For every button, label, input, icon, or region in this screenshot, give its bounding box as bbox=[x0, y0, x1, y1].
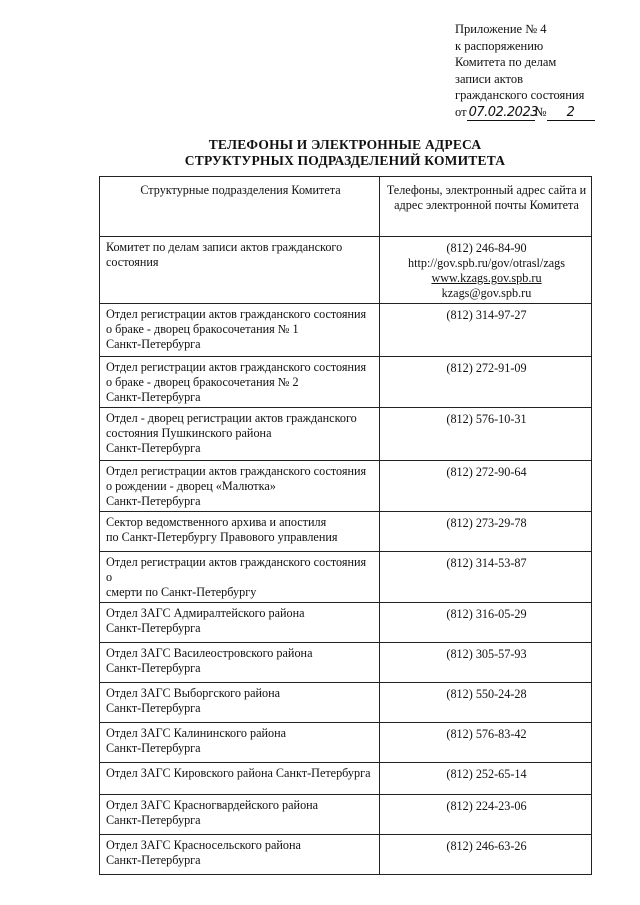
department-contacts bbox=[380, 512, 592, 552]
table-row bbox=[100, 723, 592, 763]
table-row bbox=[100, 304, 592, 357]
annex-line: к распоряжению bbox=[455, 38, 544, 53]
department-name-line: Санкт-Петербурга bbox=[106, 337, 201, 351]
department-contacts bbox=[380, 461, 592, 512]
department-name bbox=[100, 408, 380, 461]
table-row bbox=[100, 683, 592, 723]
department-contacts bbox=[380, 643, 592, 683]
department-name-line: Санкт-Петербурга bbox=[106, 661, 201, 675]
department-name-line: смерти по Санкт-Петербургу bbox=[106, 585, 257, 599]
department-name-line: Санкт-Петербурга bbox=[106, 853, 201, 867]
department-name-line: Отдел регистрации актов гражданского состояния о bbox=[106, 555, 367, 584]
department-name bbox=[100, 835, 380, 875]
header-contacts: Телефоны, электронный адрес сайта и адрес электронной почты Комитета bbox=[380, 177, 592, 237]
order-reference bbox=[455, 104, 635, 121]
department-name-line: Санкт-Петербурга bbox=[106, 494, 201, 508]
table-row bbox=[100, 643, 592, 683]
department-name-line: Отдел - дворец регистрации актов гражданского bbox=[106, 411, 357, 425]
department-name-line: по Санкт-Петербургу Правового управления bbox=[106, 530, 338, 544]
department-contacts bbox=[380, 835, 592, 875]
department-name bbox=[100, 304, 380, 357]
department-contacts bbox=[380, 763, 592, 795]
department-name bbox=[100, 461, 380, 512]
title-line: СТРУКТУРНЫХ ПОДРАЗДЕЛЕНИЙ КОМИТЕТА bbox=[184, 152, 506, 168]
department-name-line: состояния Пушкинского района bbox=[106, 426, 272, 440]
number-label: № bbox=[534, 104, 547, 119]
contacts-table bbox=[99, 176, 592, 875]
department-name-line: Санкт-Петербурга bbox=[106, 441, 201, 455]
department-name-line: Отдел регистрации актов гражданского состояния bbox=[106, 360, 367, 374]
contact-phone: (812) 314-97-27 bbox=[446, 308, 527, 322]
from-label: от bbox=[455, 104, 467, 119]
department-name bbox=[100, 512, 380, 552]
contact-phone: (812) 314-53-87 bbox=[446, 556, 527, 570]
department-name bbox=[100, 763, 380, 795]
contact-phone: (812) 316-05-29 bbox=[446, 607, 527, 621]
department-name-line: Комитет по делам записи актов гражданского bbox=[106, 240, 343, 254]
department-contacts bbox=[380, 795, 592, 835]
table-row bbox=[100, 357, 592, 408]
department-contacts bbox=[380, 304, 592, 357]
contact-phone: (812) 246-84-90 bbox=[446, 241, 527, 255]
department-name bbox=[100, 643, 380, 683]
annex-line: записи актов bbox=[455, 71, 523, 86]
table-row bbox=[100, 603, 592, 643]
title-line: ТЕЛЕФОНЫ И ЭЛЕКТРОННЫЕ АДРЕСА bbox=[208, 137, 482, 152]
contact-phone: (812) 576-83-42 bbox=[446, 727, 527, 741]
department-name-line: Санкт-Петербурга bbox=[106, 621, 201, 635]
contact-link[interactable]: kzags@gov.spb.ru bbox=[441, 286, 532, 300]
contact-phone: (812) 272-91-09 bbox=[446, 361, 527, 375]
table-body bbox=[100, 237, 592, 875]
contact-link[interactable]: www.kzags.gov.spb.ru bbox=[431, 271, 542, 285]
contact-phone: (812) 550-24-28 bbox=[446, 687, 527, 701]
department-name-line: Отдел регистрации актов гражданского состояния bbox=[106, 307, 367, 321]
table-row bbox=[100, 552, 592, 603]
department-contacts bbox=[380, 723, 592, 763]
department-name-line: состояния bbox=[106, 255, 159, 269]
contact-phone: (812) 576-10-31 bbox=[446, 412, 527, 426]
department-contacts bbox=[380, 237, 592, 304]
department-name-line: о браке - дворец бракосочетания № 1 bbox=[106, 322, 299, 336]
contact-phone: (812) 246-63-26 bbox=[446, 839, 527, 853]
department-name-line: Отдел ЗАГС Выборгского района bbox=[106, 686, 281, 700]
annex-block bbox=[455, 21, 635, 121]
annex-line: гражданского состояния bbox=[455, 88, 585, 102]
document-title bbox=[100, 137, 590, 168]
department-contacts bbox=[380, 408, 592, 461]
table-row bbox=[100, 763, 592, 795]
table-row bbox=[100, 461, 592, 512]
department-name-line: Санкт-Петербурга bbox=[106, 741, 201, 755]
header-departments: Структурные подразделения Комитета bbox=[100, 177, 380, 237]
department-name bbox=[100, 683, 380, 723]
department-name-line: Отдел ЗАГС Адмиралтейского района bbox=[106, 606, 305, 620]
department-name-line: Отдел регистрации актов гражданского состояния bbox=[106, 464, 367, 478]
department-name bbox=[100, 357, 380, 408]
contact-phone: (812) 252-65-14 bbox=[446, 767, 527, 781]
department-name-line: Санкт-Петербурга bbox=[106, 813, 201, 827]
department-name-line: Отдел ЗАГС Василеостровского района bbox=[106, 646, 313, 660]
department-name-line: Отдел ЗАГС Кировского района Санкт-Петербурга bbox=[106, 766, 371, 780]
table-row bbox=[100, 512, 592, 552]
department-name-line: о браке - дворец бракосочетания № 2 bbox=[106, 375, 299, 389]
department-contacts bbox=[380, 603, 592, 643]
department-name bbox=[100, 603, 380, 643]
annex-line: Приложение № 4 bbox=[455, 22, 547, 36]
handwritten-number: 2 bbox=[547, 106, 595, 121]
department-name-line: Отдел ЗАГС Красногвардейского района bbox=[106, 798, 319, 812]
department-name-line: о рождении - дворец «Малютка» bbox=[106, 479, 276, 493]
table-row bbox=[100, 835, 592, 875]
department-name bbox=[100, 795, 380, 835]
handwritten-date: 07.02.2023 bbox=[468, 104, 538, 120]
contact-phone: (812) 224-23-06 bbox=[446, 799, 527, 813]
department-name-line: Отдел ЗАГС Калининского района bbox=[106, 726, 287, 740]
department-name-line: Санкт-Петербурга bbox=[106, 701, 201, 715]
department-name-line: Санкт-Петербурга bbox=[106, 390, 201, 404]
table-row bbox=[100, 795, 592, 835]
department-name bbox=[100, 552, 380, 603]
department-contacts bbox=[380, 357, 592, 408]
department-name bbox=[100, 723, 380, 763]
department-name-line: Отдел ЗАГС Красносельского района bbox=[106, 838, 301, 852]
department-contacts bbox=[380, 552, 592, 603]
department-name-line: Сектор ведомственного архива и апостиля bbox=[106, 515, 327, 529]
contact-phone: (812) 273-29-78 bbox=[446, 516, 527, 530]
table-header-row bbox=[100, 177, 592, 237]
table-row bbox=[100, 237, 592, 304]
department-name bbox=[100, 237, 380, 304]
department-contacts bbox=[380, 683, 592, 723]
contact-phone: (812) 272-90-64 bbox=[446, 465, 527, 479]
contact-phone: (812) 305-57-93 bbox=[446, 647, 527, 661]
table-row bbox=[100, 408, 592, 461]
annex-line: Комитета по делам bbox=[455, 55, 557, 69]
contact-link[interactable]: http://gov.spb.ru/gov/otrasl/zags bbox=[408, 256, 565, 270]
